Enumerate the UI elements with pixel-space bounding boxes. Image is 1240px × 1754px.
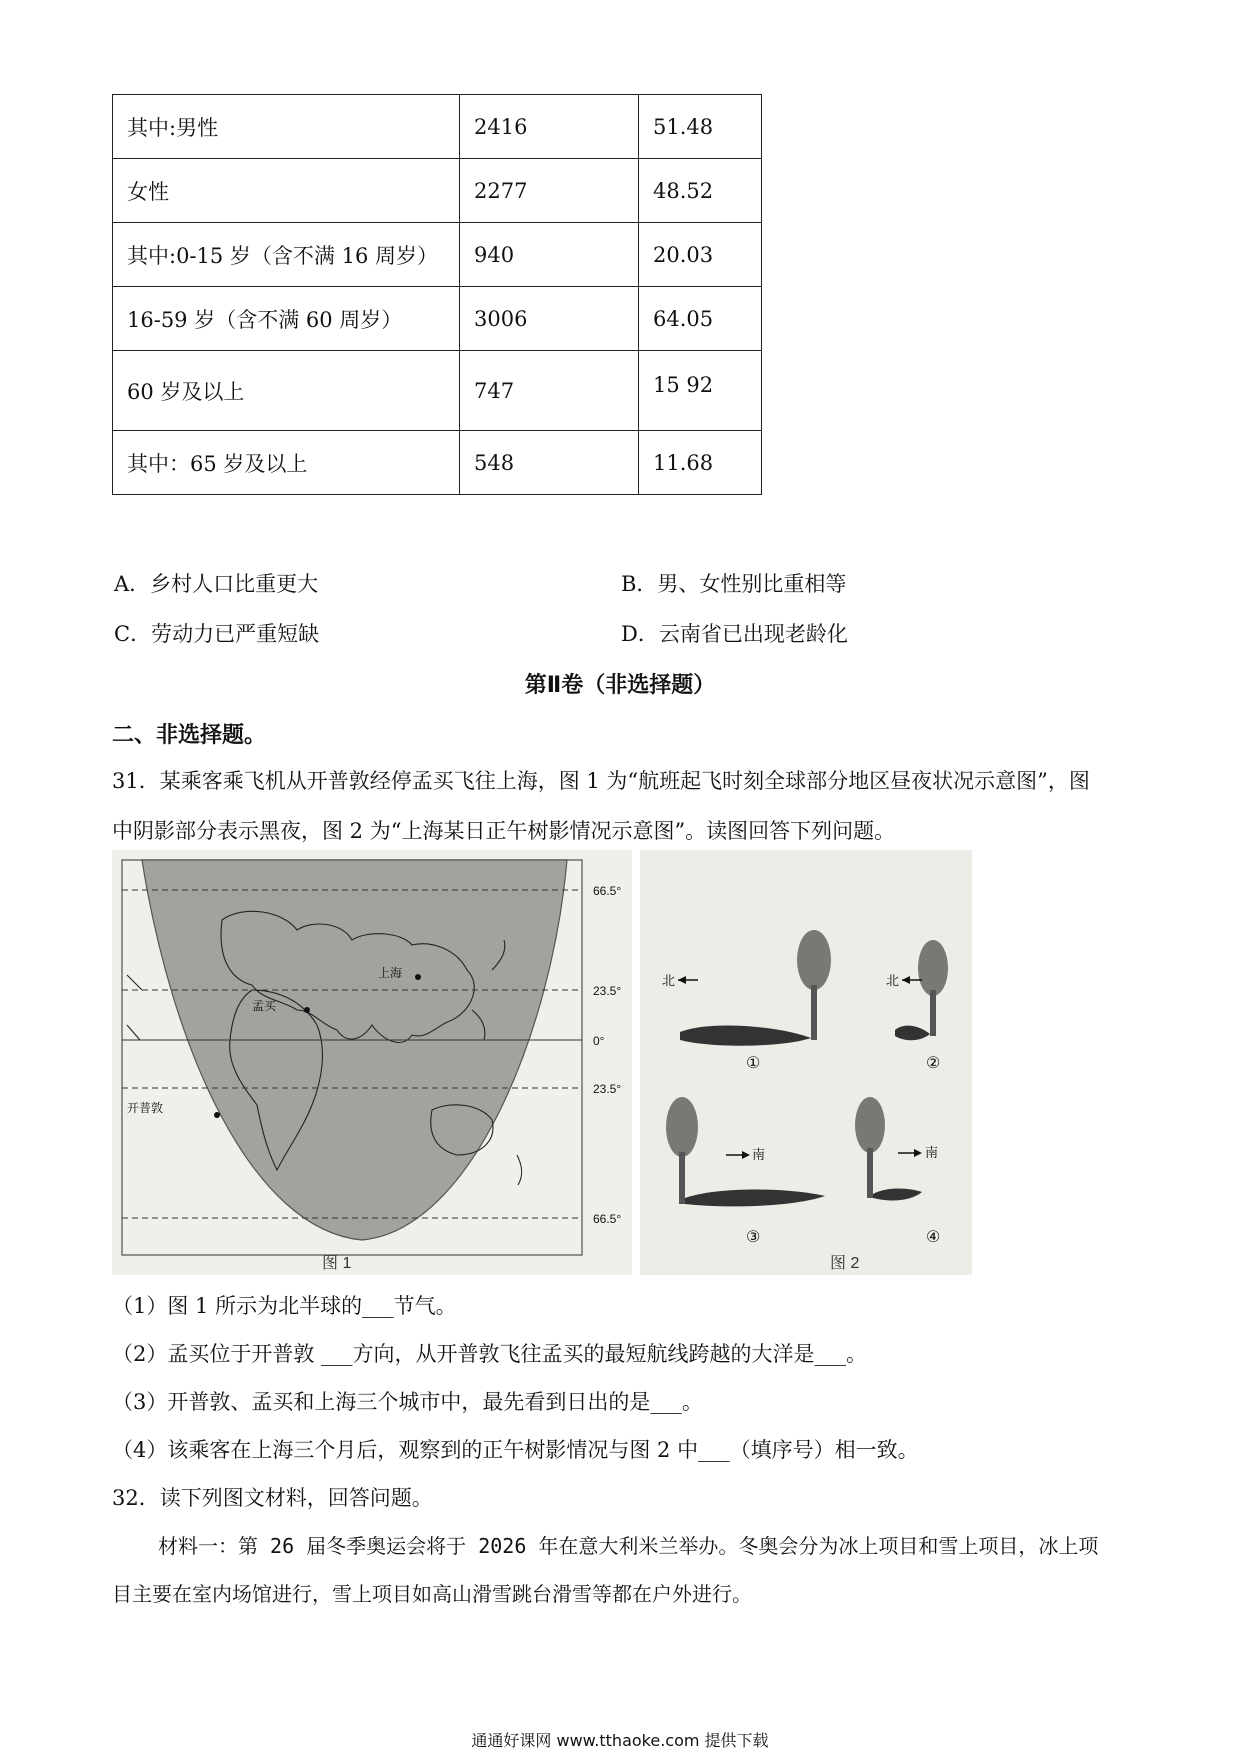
table-cell: 女性 xyxy=(113,159,460,223)
section-title: 第Ⅱ卷（非选择题） xyxy=(524,673,716,698)
figure-2-caption: 图 2 xyxy=(830,1255,860,1272)
table-row xyxy=(113,95,762,159)
lat-label: 23.5° xyxy=(593,1082,622,1096)
q32-line: 32．读下列图文材料，回答问题。 xyxy=(112,1486,433,1510)
table-cell: 16-59 岁（含不满 60 周岁） xyxy=(113,287,460,351)
city-label-capetown: 开普敦 xyxy=(127,1101,164,1115)
table-cell: 940 xyxy=(460,223,639,287)
lat-label: 66.5° xyxy=(593,884,622,898)
table-cell: 2416 xyxy=(460,95,639,159)
table-cell: 48.52 xyxy=(639,159,762,223)
table-row xyxy=(113,351,762,431)
table-cell: 其中：65 岁及以上 xyxy=(113,431,460,495)
table-cell: 11.68 xyxy=(639,431,762,495)
q31-line2: 中阴影部分表示黑夜，图 2 为“上海某日正午树影情况示意图”。读图回答下列问题。 xyxy=(112,819,896,843)
figure-2-tree-shadows xyxy=(640,850,972,1275)
table-cell: 2277 xyxy=(460,159,639,223)
city-label-mumbai: 孟买 xyxy=(252,999,277,1013)
city-label-shanghai: 上海 xyxy=(378,966,403,980)
panel-number: ④ xyxy=(926,1229,941,1246)
footer-text: 通通好课网 www.tthaoke.com 提供下载 xyxy=(471,1731,769,1750)
q31-sub1: （1）图 1 所示为北半球的___节气。 xyxy=(112,1294,457,1318)
table-cell: 其中:0-15 岁（含不满 16 周岁） xyxy=(113,223,460,287)
option-b: B．男、女性别比重相等 xyxy=(621,572,847,596)
section-heading: 二、非选择题。 xyxy=(112,723,267,748)
lat-label: 0° xyxy=(593,1034,605,1048)
table-cell: 60 岁及以上 xyxy=(113,351,460,431)
direction-north-label: 北 xyxy=(886,973,900,988)
panel-number: ③ xyxy=(746,1229,761,1246)
table-row xyxy=(113,431,762,495)
q31-sub3: （3）开普敦、孟买和上海三个城市中，最先看到日出的是___。 xyxy=(112,1390,703,1414)
option-c: C．劳动力已严重短缺 xyxy=(114,622,320,646)
option-a: A．乡村人口比重更大 xyxy=(114,572,319,596)
lat-label: 66.5° xyxy=(593,1212,622,1226)
q31-line1: 31．某乘客乘飞机从开普敦经停孟买飞往上海，图 1 为“航班起飞时刻全球部分地区昼夜状况示意图”，图 xyxy=(112,769,1090,793)
q32-material1: 材料一：第 26 届冬季奥运会将于 2026 年在意大利米兰举办。冬奥会分为冰上项目和雪上项目，冰上项 xyxy=(158,1534,1099,1558)
q31-sub4: （4）该乘客在上海三个月后，观察到的正午树影情况与图 2 中___（填序号）相一致。 xyxy=(112,1438,919,1462)
table-cell: 64.05 xyxy=(639,287,762,351)
q31-sub2: （2）孟买位于开普敦 ___方向，从开普敦飞往孟买的最短航线跨越的大洋是___。 xyxy=(112,1342,868,1366)
panel-number: ① xyxy=(746,1055,761,1072)
table-cell: 其中:男性 xyxy=(113,95,460,159)
table-cell: 20.03 xyxy=(639,223,762,287)
table-row xyxy=(113,159,762,223)
figure-1-caption: 图 1 xyxy=(322,1255,352,1272)
figure-2-svg xyxy=(640,850,972,1275)
table-cell: 15 92 xyxy=(639,351,762,431)
table-cell: 548 xyxy=(460,431,639,495)
table-cell: 747 xyxy=(460,351,639,431)
direction-north-label: 北 xyxy=(662,973,676,988)
lat-label: 23.5° xyxy=(593,984,622,998)
direction-south-label: 南 xyxy=(752,1147,766,1162)
table-row xyxy=(113,287,762,351)
population-table xyxy=(112,94,762,495)
table-cell: 3006 xyxy=(460,287,639,351)
panel-number: ② xyxy=(926,1055,941,1072)
table-cell: 51.48 xyxy=(639,95,762,159)
table-row xyxy=(113,223,762,287)
q32-material2: 目主要在室内场馆进行，雪上项目如高山滑雪跳台滑雪等都在户外进行。 xyxy=(112,1582,752,1606)
option-d: D．云南省已出现老龄化 xyxy=(621,622,848,646)
direction-south-label: 南 xyxy=(925,1145,939,1160)
figure-1-daynight-map xyxy=(112,850,632,1275)
figure-1-svg xyxy=(112,850,632,1275)
